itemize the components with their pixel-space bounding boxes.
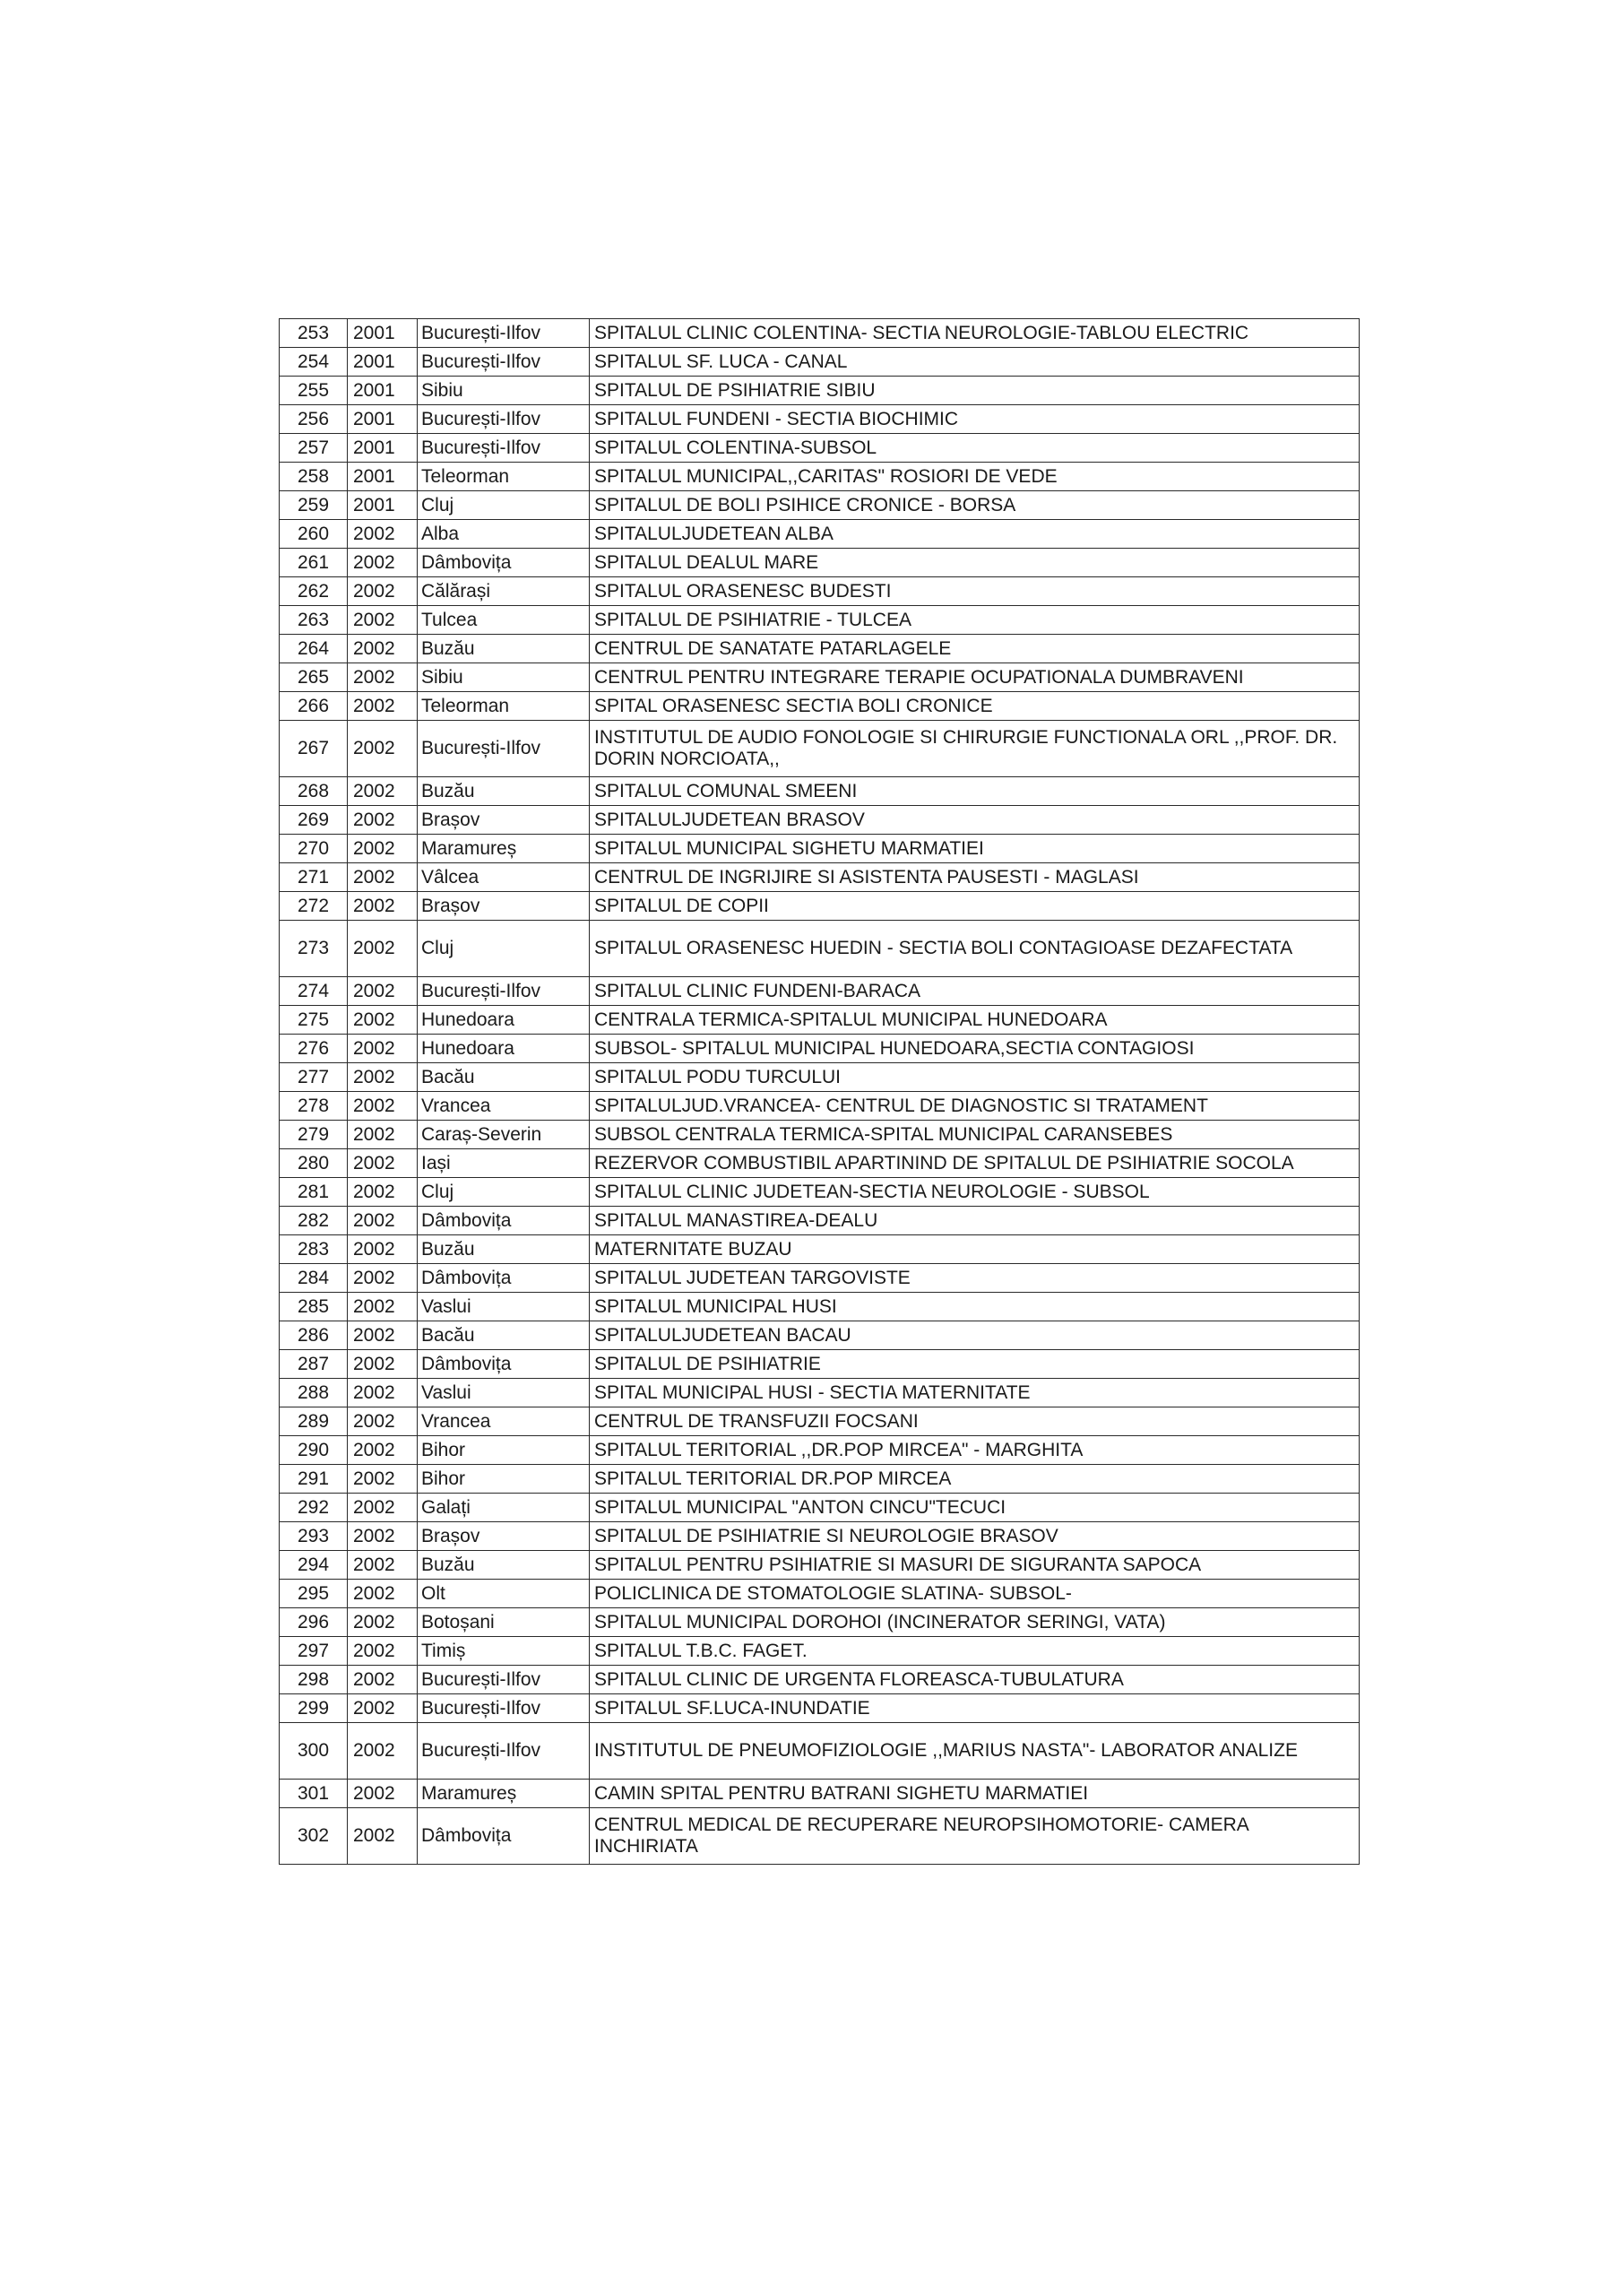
row-year: 2002 [348,549,418,577]
row-description: SPITALUL DE PSIHIATRIE [590,1350,1360,1379]
row-county: Brașov [418,892,590,921]
row-year: 2001 [348,319,418,348]
row-county: București-Ilfov [418,348,590,377]
row-description: SPITALUL SF.LUCA-INUNDATIE [590,1694,1360,1723]
row-number: 281 [280,1178,348,1207]
row-number: 282 [280,1207,348,1235]
row-year: 2002 [348,1207,418,1235]
row-description: SPITALUL CLINIC FUNDENI-BARACA [590,977,1360,1006]
table-row [280,1149,1360,1178]
row-number: 291 [280,1465,348,1494]
row-year: 2002 [348,692,418,721]
row-number: 279 [280,1121,348,1149]
row-year: 2002 [348,1235,418,1264]
row-county: București-Ilfov [418,405,590,434]
table-row [280,1063,1360,1092]
table-row [280,1407,1360,1436]
row-description: CENTRUL PENTRU INTEGRARE TERAPIE OCUPATIONALA DUMBRAVENI [590,663,1360,692]
row-number: 274 [280,977,348,1006]
row-year: 2002 [348,1522,418,1551]
table-row [280,434,1360,463]
table-row [280,377,1360,405]
records-table-body [280,319,1360,1865]
row-number: 290 [280,1436,348,1465]
row-description: SPITALUL FUNDENI - SECTIA BIOCHIMIC [590,405,1360,434]
row-year: 2001 [348,491,418,520]
row-county: Bacău [418,1321,590,1350]
row-county: Călărași [418,577,590,606]
table-row [280,520,1360,549]
row-number: 299 [280,1694,348,1723]
row-number: 268 [280,777,348,806]
row-year: 2002 [348,1723,418,1780]
row-number: 256 [280,405,348,434]
row-number: 293 [280,1522,348,1551]
table-row [280,806,1360,835]
row-description: SPITALULJUDETEAN BRASOV [590,806,1360,835]
row-description: CENTRALA TERMICA-SPITALUL MUNICIPAL HUNEDOARA [590,1006,1360,1035]
table-row [280,1436,1360,1465]
row-county: Bihor [418,1436,590,1465]
row-description: SPITALUL PODU TURCULUI [590,1063,1360,1092]
table-row [280,977,1360,1006]
row-description: SPITAL ORASENESC SECTIA BOLI CRONICE [590,692,1360,721]
row-county: București-Ilfov [418,319,590,348]
row-number: 269 [280,806,348,835]
row-number: 255 [280,377,348,405]
row-description: SUBSOL- SPITALUL MUNICIPAL HUNEDOARA,SECTIA CONTAGIOSI [590,1035,1360,1063]
row-county: București-Ilfov [418,1666,590,1694]
row-number: 287 [280,1350,348,1379]
row-year: 2002 [348,1436,418,1465]
row-number: 254 [280,348,348,377]
row-description: SPITALUL PENTRU PSIHIATRIE SI MASURI DE SIGURANTA SAPOCA [590,1551,1360,1580]
row-county: Timiș [418,1637,590,1666]
table-row [280,1035,1360,1063]
row-year: 2001 [348,434,418,463]
row-year: 2002 [348,835,418,863]
row-year: 2002 [348,1694,418,1723]
table-row [280,1551,1360,1580]
row-year: 2002 [348,1092,418,1121]
row-county: Buzău [418,635,590,663]
row-number: 298 [280,1666,348,1694]
row-description: SPITALUL DE PSIHIATRIE SIBIU [590,377,1360,405]
row-description: SPITALULJUDETEAN BACAU [590,1321,1360,1350]
row-county: Tulcea [418,606,590,635]
row-year: 2002 [348,1551,418,1580]
row-description: SPITALUL ORASENESC HUEDIN - SECTIA BOLI CONTAGIOASE DEZAFECTATA [590,921,1360,977]
row-description: SPITALUL T.B.C. FAGET. [590,1637,1360,1666]
table-row [280,491,1360,520]
row-county: Vâlcea [418,863,590,892]
table-row [280,892,1360,921]
row-number: 289 [280,1407,348,1436]
table-row [280,577,1360,606]
row-year: 2002 [348,520,418,549]
row-county: Galați [418,1494,590,1522]
row-description: SPITALUL MUNICIPAL DOROHOI (INCINERATOR SERINGI, VATA) [590,1608,1360,1637]
row-year: 2002 [348,863,418,892]
row-number: 284 [280,1264,348,1293]
row-number: 283 [280,1235,348,1264]
row-description: SPITALUL CLINIC JUDETEAN-SECTIA NEUROLOGIE - SUBSOL [590,1178,1360,1207]
row-year: 2001 [348,377,418,405]
row-description: CENTRUL DE SANATATE PATARLAGELE [590,635,1360,663]
row-county: Buzău [418,1551,590,1580]
row-county: Cluj [418,921,590,977]
row-year: 2001 [348,463,418,491]
row-county: Iași [418,1149,590,1178]
table-row [280,1235,1360,1264]
row-year: 2002 [348,892,418,921]
row-number: 300 [280,1723,348,1780]
table-row [280,1207,1360,1235]
row-county: Dâmbovița [418,1350,590,1379]
row-description: SPITALUL TERITORIAL ,,DR.POP MIRCEA" - MARGHITA [590,1436,1360,1465]
row-description: CENTRUL DE TRANSFUZII FOCSANI [590,1407,1360,1436]
row-description: CAMIN SPITAL PENTRU BATRANI SIGHETU MARMATIEI [590,1780,1360,1808]
row-year: 2002 [348,1264,418,1293]
table-row [280,1465,1360,1494]
row-county: București-Ilfov [418,1694,590,1723]
table-row [280,549,1360,577]
row-description: SPITALUL TERITORIAL DR.POP MIRCEA [590,1465,1360,1494]
row-year: 2002 [348,1637,418,1666]
row-county: Dâmbovița [418,549,590,577]
row-number: 259 [280,491,348,520]
row-year: 2002 [348,606,418,635]
row-year: 2002 [348,777,418,806]
row-year: 2002 [348,1494,418,1522]
table-row [280,863,1360,892]
row-number: 263 [280,606,348,635]
row-description: SPITALUL MUNICIPAL SIGHETU MARMATIEI [590,835,1360,863]
row-year: 2002 [348,1379,418,1407]
row-year: 2002 [348,1063,418,1092]
row-year: 2002 [348,663,418,692]
row-number: 278 [280,1092,348,1121]
row-county: Cluj [418,491,590,520]
row-description: SPITALUL DE BOLI PSIHICE CRONICE - BORSA [590,491,1360,520]
row-description: CENTRUL DE INGRIJIRE SI ASISTENTA PAUSESTI - MAGLASI [590,863,1360,892]
table-row [280,1637,1360,1666]
row-number: 302 [280,1808,348,1865]
row-county: Bacău [418,1063,590,1092]
row-number: 280 [280,1149,348,1178]
row-description: SPITALUL DE PSIHIATRIE SI NEUROLOGIE BRASOV [590,1522,1360,1551]
row-county: Dâmbovița [418,1264,590,1293]
row-description: SPITALUL DE COPII [590,892,1360,921]
row-county: București-Ilfov [418,1723,590,1780]
row-year: 2002 [348,1580,418,1608]
row-year: 2001 [348,348,418,377]
row-description: SPITALULJUD.VRANCEA- CENTRUL DE DIAGNOSTIC SI TRATAMENT [590,1092,1360,1121]
row-year: 2002 [348,1407,418,1436]
row-number: 253 [280,319,348,348]
row-county: Vrancea [418,1407,590,1436]
table-row [280,1121,1360,1149]
row-description: SPITAL MUNICIPAL HUSI - SECTIA MATERNITATE [590,1379,1360,1407]
table-row [280,1780,1360,1808]
row-description: SPITALUL MUNICIPAL "ANTON CINCU"TECUCI [590,1494,1360,1522]
table-row [280,1178,1360,1207]
row-number: 260 [280,520,348,549]
table-row [280,1379,1360,1407]
table-row [280,1694,1360,1723]
table-row [280,1293,1360,1321]
row-number: 264 [280,635,348,663]
row-county: Hunedoara [418,1035,590,1063]
row-year: 2002 [348,577,418,606]
table-row [280,1006,1360,1035]
row-description: SPITALUL CLINIC DE URGENTA FLOREASCA-TUBULATURA [590,1666,1360,1694]
row-number: 277 [280,1063,348,1092]
row-number: 301 [280,1780,348,1808]
row-county: Dâmbovița [418,1207,590,1235]
row-number: 275 [280,1006,348,1035]
row-county: Botoșani [418,1608,590,1637]
table-row [280,1350,1360,1379]
table-row [280,635,1360,663]
row-number: 262 [280,577,348,606]
row-description: POLICLINICA DE STOMATOLOGIE SLATINA- SUBSOL- [590,1580,1360,1608]
table-row [280,663,1360,692]
row-number: 265 [280,663,348,692]
table-row [280,1264,1360,1293]
row-year: 2002 [348,1608,418,1637]
row-number: 295 [280,1580,348,1608]
row-number: 257 [280,434,348,463]
row-year: 2002 [348,635,418,663]
row-number: 267 [280,721,348,777]
row-county: Teleorman [418,692,590,721]
row-year: 2002 [348,1666,418,1694]
row-number: 288 [280,1379,348,1407]
row-county: Brașov [418,1522,590,1551]
table-row [280,835,1360,863]
table-row [280,721,1360,777]
row-description: REZERVOR COMBUSTIBIL APARTININD DE SPITALUL DE PSIHIATRIE SOCOLA [590,1149,1360,1178]
row-description: SPITALUL MANASTIREA-DEALU [590,1207,1360,1235]
table-row [280,463,1360,491]
row-number: 276 [280,1035,348,1063]
row-county: Bihor [418,1465,590,1494]
row-year: 2002 [348,1780,418,1808]
row-description: SPITALUL COLENTINA-SUBSOL [590,434,1360,463]
table-row [280,1092,1360,1121]
row-number: 286 [280,1321,348,1350]
row-description: SPITALUL COMUNAL SMEENI [590,777,1360,806]
row-number: 296 [280,1608,348,1637]
row-year: 2002 [348,1465,418,1494]
row-year: 2002 [348,1808,418,1865]
row-number: 266 [280,692,348,721]
row-number: 285 [280,1293,348,1321]
table-row [280,405,1360,434]
records-table [279,318,1360,1865]
row-description: SPITALUL CLINIC COLENTINA- SECTIA NEUROLOGIE-TABLOU ELECTRIC [590,319,1360,348]
row-description: INSTITUTUL DE PNEUMOFIZIOLOGIE ,,MARIUS NASTA"- LABORATOR ANALIZE [590,1723,1360,1780]
row-county: București-Ilfov [418,434,590,463]
row-description: SPITALUL JUDETEAN TARGOVISTE [590,1264,1360,1293]
row-county: Cluj [418,1178,590,1207]
row-county: Olt [418,1580,590,1608]
row-county: Buzău [418,777,590,806]
row-county: Teleorman [418,463,590,491]
table-row [280,319,1360,348]
row-description: INSTITUTUL DE AUDIO FONOLOGIE SI CHIRURGIE FUNCTIONALA ORL ,,PROF. DR. DORIN NORCIOATA,, [590,721,1360,777]
row-year: 2002 [348,1178,418,1207]
row-year: 2001 [348,405,418,434]
table-row [280,1321,1360,1350]
table-row [280,1723,1360,1780]
row-county: Hunedoara [418,1006,590,1035]
row-county: Caraș-Severin [418,1121,590,1149]
row-county: Sibiu [418,663,590,692]
row-county: Alba [418,520,590,549]
row-description: SPITALUL MUNICIPAL HUSI [590,1293,1360,1321]
row-year: 2002 [348,1321,418,1350]
row-county: Vaslui [418,1293,590,1321]
row-year: 2002 [348,1350,418,1379]
row-county: Buzău [418,1235,590,1264]
row-year: 2002 [348,806,418,835]
table-row [280,348,1360,377]
row-county: Dâmbovița [418,1808,590,1865]
table-row [280,606,1360,635]
row-year: 2002 [348,1035,418,1063]
row-year: 2002 [348,1006,418,1035]
row-county: Vaslui [418,1379,590,1407]
row-description: SPITALUL SF. LUCA - CANAL [590,348,1360,377]
row-description: SPITALUL DE PSIHIATRIE - TULCEA [590,606,1360,635]
row-number: 273 [280,921,348,977]
table-row [280,1666,1360,1694]
table-row [280,1522,1360,1551]
row-number: 292 [280,1494,348,1522]
table-row [280,1494,1360,1522]
row-county: București-Ilfov [418,721,590,777]
row-description: SPITALUL ORASENESC BUDESTI [590,577,1360,606]
row-year: 2002 [348,977,418,1006]
row-description: SPITALULJUDETEAN ALBA [590,520,1360,549]
row-county: Sibiu [418,377,590,405]
row-year: 2002 [348,1121,418,1149]
row-description: CENTRUL MEDICAL DE RECUPERARE NEUROPSIHOMOTORIE- CAMERA INCHIRIATA [590,1808,1360,1865]
row-number: 272 [280,892,348,921]
row-description: SUBSOL CENTRALA TERMICA-SPITAL MUNICIPAL CARANSEBES [590,1121,1360,1149]
row-number: 271 [280,863,348,892]
row-year: 2002 [348,921,418,977]
row-year: 2002 [348,721,418,777]
row-county: Maramureș [418,835,590,863]
row-year: 2002 [348,1149,418,1178]
table-row [280,921,1360,977]
row-county: Maramureș [418,1780,590,1808]
row-number: 258 [280,463,348,491]
table-row [280,777,1360,806]
row-number: 297 [280,1637,348,1666]
row-year: 2002 [348,1293,418,1321]
table-row [280,692,1360,721]
row-description: SPITALUL DEALUL MARE [590,549,1360,577]
row-number: 294 [280,1551,348,1580]
row-county: Brașov [418,806,590,835]
row-description: MATERNITATE BUZAU [590,1235,1360,1264]
table-row [280,1608,1360,1637]
row-county: Vrancea [418,1092,590,1121]
table-row [280,1808,1360,1865]
row-county: București-Ilfov [418,977,590,1006]
table-row [280,1580,1360,1608]
row-number: 270 [280,835,348,863]
row-number: 261 [280,549,348,577]
row-description: SPITALUL MUNICIPAL,,CARITAS" ROSIORI DE VEDE [590,463,1360,491]
